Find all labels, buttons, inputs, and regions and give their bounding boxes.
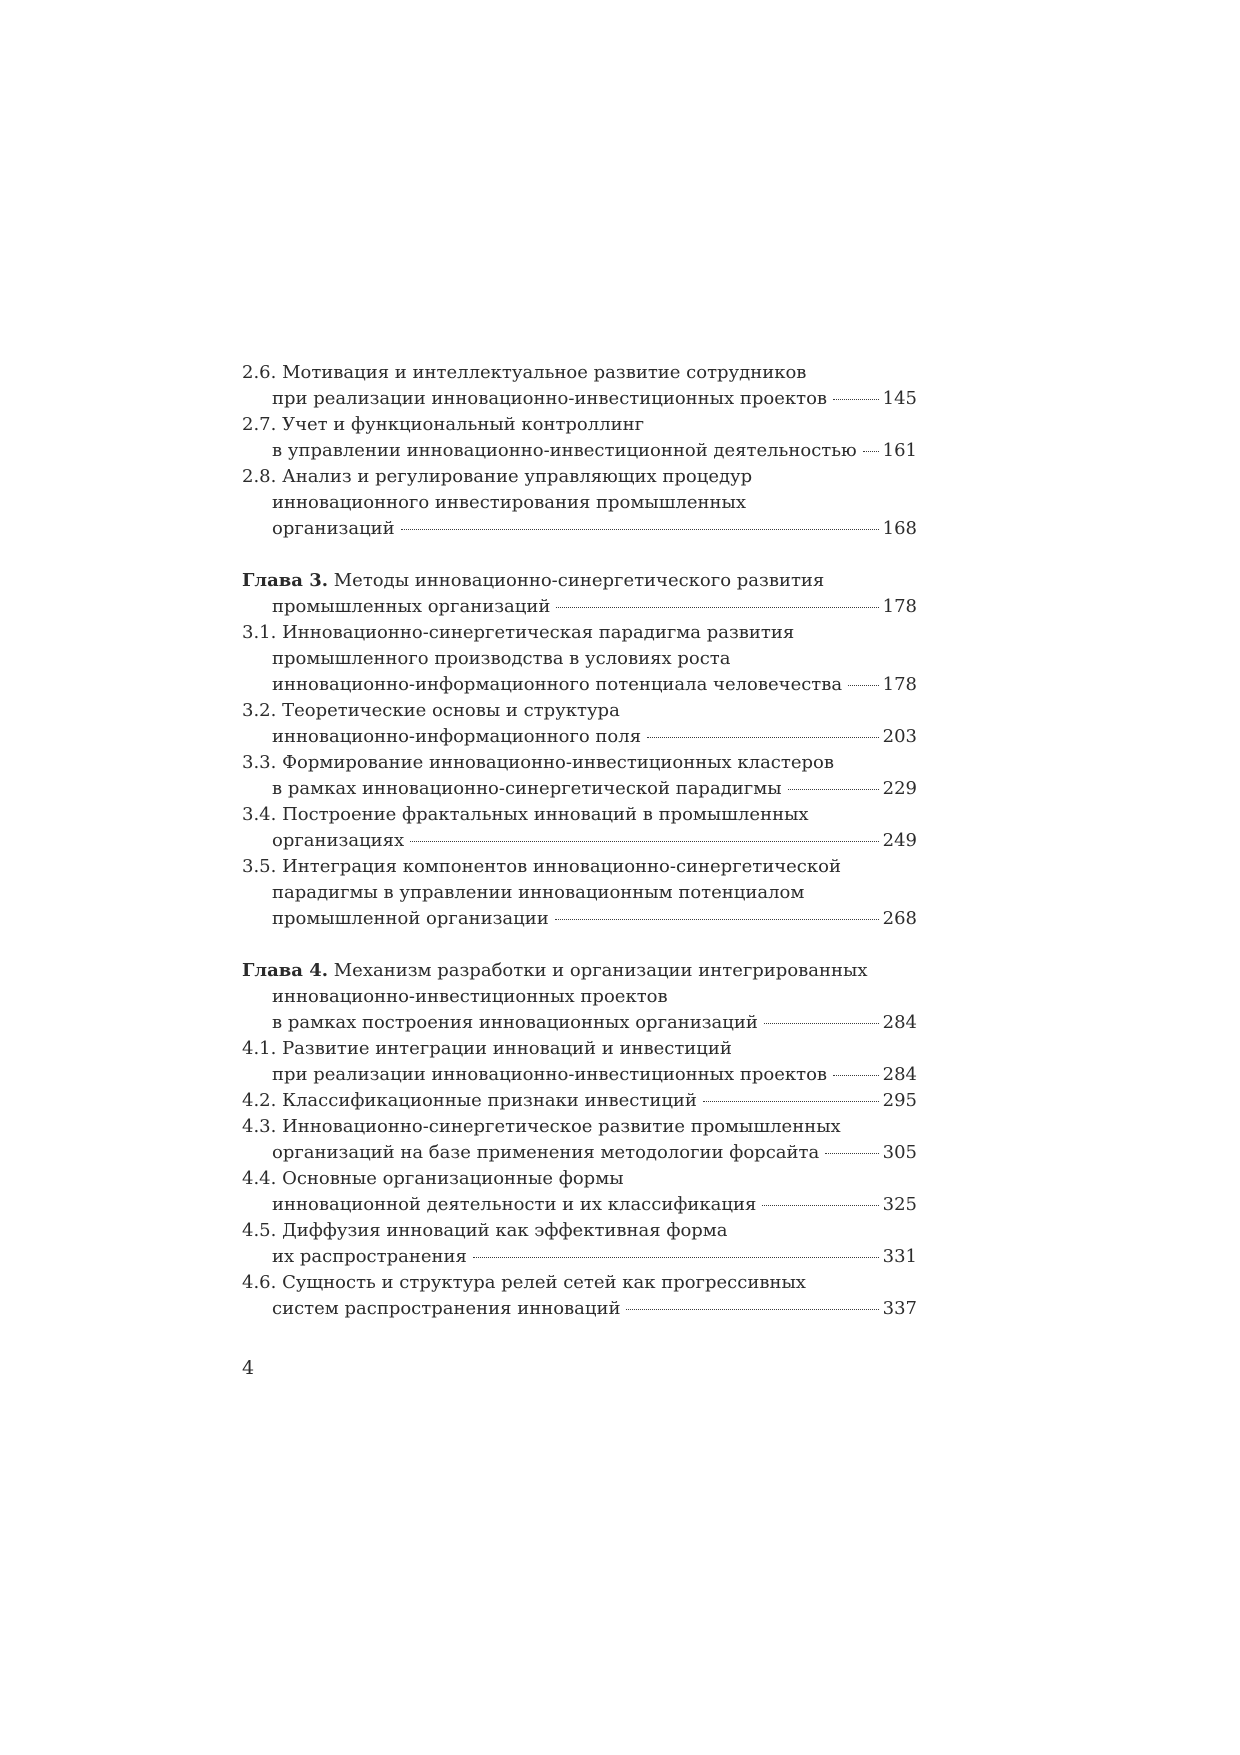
page-number: 4 [242, 1357, 255, 1379]
toc-entry-title: 3.2. Теоретические основы и структура [242, 700, 620, 721]
toc-entry-title-cont: промышленной организации [272, 908, 549, 929]
chapter-title: Методы инновационно-синергетического развития [328, 570, 825, 591]
toc-entry-3-4[interactable] [242, 802, 917, 854]
dot-leader [703, 1101, 879, 1102]
dot-leader [825, 1153, 878, 1154]
toc-entry-title-cont: их распространения [272, 1246, 467, 1267]
toc-entry-title-cont: систем распространения инноваций [272, 1298, 621, 1319]
toc-entry-2-8[interactable] [242, 464, 917, 542]
toc-entry-4-2[interactable] [242, 1088, 917, 1114]
toc-page-number: 145 [882, 388, 917, 409]
toc-page-number: 325 [882, 1194, 917, 1215]
toc-entry-title-cont: в рамках инновационно-синергетической парадигмы [272, 778, 782, 799]
toc-page-number: 168 [882, 518, 917, 539]
toc-entry-title: 4.2. Классификационные признаки инвестиций [242, 1090, 697, 1111]
dot-leader [626, 1309, 878, 1310]
toc-chapter-3[interactable] [242, 568, 917, 620]
toc-entry-title: 2.7. Учет и функциональный контроллинг [242, 414, 645, 435]
toc-page-number: 337 [882, 1298, 917, 1319]
toc-entry-title: 3.5. Интеграция компонентов инновационно-синергетической [242, 856, 841, 877]
dot-leader [401, 529, 879, 530]
toc-entry-title: 3.1. Инновационно-синергетическая парадигма развития [242, 622, 795, 643]
toc-entry-title: 4.5. Диффузия инноваций как эффективная форма [242, 1220, 728, 1241]
toc-page-number: 161 [882, 440, 917, 461]
toc-entry-title-cont: при реализации инновационно-инвестиционных проектов [272, 388, 828, 409]
dot-leader [647, 737, 879, 738]
toc-chapter-4[interactable] [242, 958, 917, 1036]
toc-entry-title: 4.6. Сущность и структура релей сетей как прогрессивных [242, 1272, 806, 1293]
dot-leader [848, 685, 879, 686]
table-of-contents [242, 360, 917, 1322]
toc-entry-title-cont: инновационно-информационного потенциала человечества [272, 674, 843, 695]
toc-entry-title-cont: инновационного инвестирования промышленных [272, 492, 747, 513]
toc-entry-title-cont: в управлении инновационно-инвестиционной деятельностью [272, 440, 857, 461]
toc-page-number: 284 [882, 1012, 917, 1033]
toc-entry-title-cont: при реализации инновационно-инвестиционных проектов [272, 1064, 828, 1085]
toc-entry-title-cont: организациях [272, 830, 405, 851]
toc-page-number: 268 [882, 908, 917, 929]
dot-leader [410, 841, 878, 842]
toc-entry-title: 3.4. Построение фрактальных инноваций в промышленных [242, 804, 809, 825]
toc-entry-title-cont: организаций на базе применения методологии форсайта [272, 1142, 820, 1163]
toc-page-number: 229 [882, 778, 917, 799]
dot-leader [863, 451, 879, 452]
toc-entry-4-5[interactable] [242, 1218, 917, 1270]
dot-leader [473, 1257, 879, 1258]
toc-entry-4-4[interactable] [242, 1166, 917, 1218]
chapter-label: Глава 3. [242, 570, 329, 591]
toc-entry-title: 4.1. Развитие интеграции инноваций и инвестиций [242, 1038, 732, 1059]
toc-entry-4-3[interactable] [242, 1114, 917, 1166]
toc-entry-4-6[interactable] [242, 1270, 917, 1322]
toc-page-number: 331 [882, 1246, 917, 1267]
toc-entry-title-cont: инновационно-информационного поля [272, 726, 642, 747]
toc-entry-title-cont: промышленных организаций [272, 596, 551, 617]
toc-entry-title-cont: инновационной деятельности и их классификация [272, 1194, 757, 1215]
toc-entry-3-2[interactable] [242, 698, 917, 750]
toc-entry-3-5[interactable] [242, 854, 917, 932]
dot-leader [556, 607, 878, 608]
toc-entry-title: 3.3. Формирование инновационно-инвестиционных кластеров [242, 752, 834, 773]
toc-page-number: 249 [882, 830, 917, 851]
toc-entry-2-6[interactable] [242, 360, 917, 412]
toc-entry-2-7[interactable] [242, 412, 917, 464]
dot-leader [764, 1023, 879, 1024]
toc-entry-title: 4.4. Основные организационные формы [242, 1168, 624, 1189]
toc-entry-title-cont: парадигмы в управлении инновационным потенциалом [272, 882, 805, 903]
toc-page-number: 178 [882, 674, 917, 695]
toc-entry-title-cont: организаций [272, 518, 395, 539]
toc-entry-title: 4.3. Инновационно-синергетическое развитие промышленных [242, 1116, 841, 1137]
toc-entry-3-1[interactable] [242, 620, 917, 698]
chapter-label: Глава 4. [242, 960, 329, 981]
dot-leader [762, 1205, 878, 1206]
toc-entry-title-cont: инновационно-инвестиционных проектов [272, 986, 668, 1007]
dot-leader [833, 399, 879, 400]
toc-page-number: 305 [882, 1142, 917, 1163]
chapter-title: Механизм разработки и организации интегрированных [328, 960, 868, 981]
toc-entry-title: 2.8. Анализ и регулирование управляющих процедур [242, 466, 753, 487]
toc-entry-title-cont: в рамках построения инновационных организаций [272, 1012, 758, 1033]
toc-page-number: 203 [882, 726, 917, 747]
toc-page-number: 178 [882, 596, 917, 617]
toc-page-number: 284 [882, 1064, 917, 1085]
toc-page-number: 295 [882, 1090, 917, 1111]
toc-entry-4-1[interactable] [242, 1036, 917, 1088]
toc-entry-title-cont: промышленного производства в условиях роста [272, 648, 731, 669]
toc-entry-3-3[interactable] [242, 750, 917, 802]
dot-leader [788, 789, 879, 790]
dot-leader [555, 919, 879, 920]
toc-entry-title: 2.6. Мотивация и интеллектуальное развитие сотрудников [242, 362, 807, 383]
dot-leader [833, 1075, 879, 1076]
